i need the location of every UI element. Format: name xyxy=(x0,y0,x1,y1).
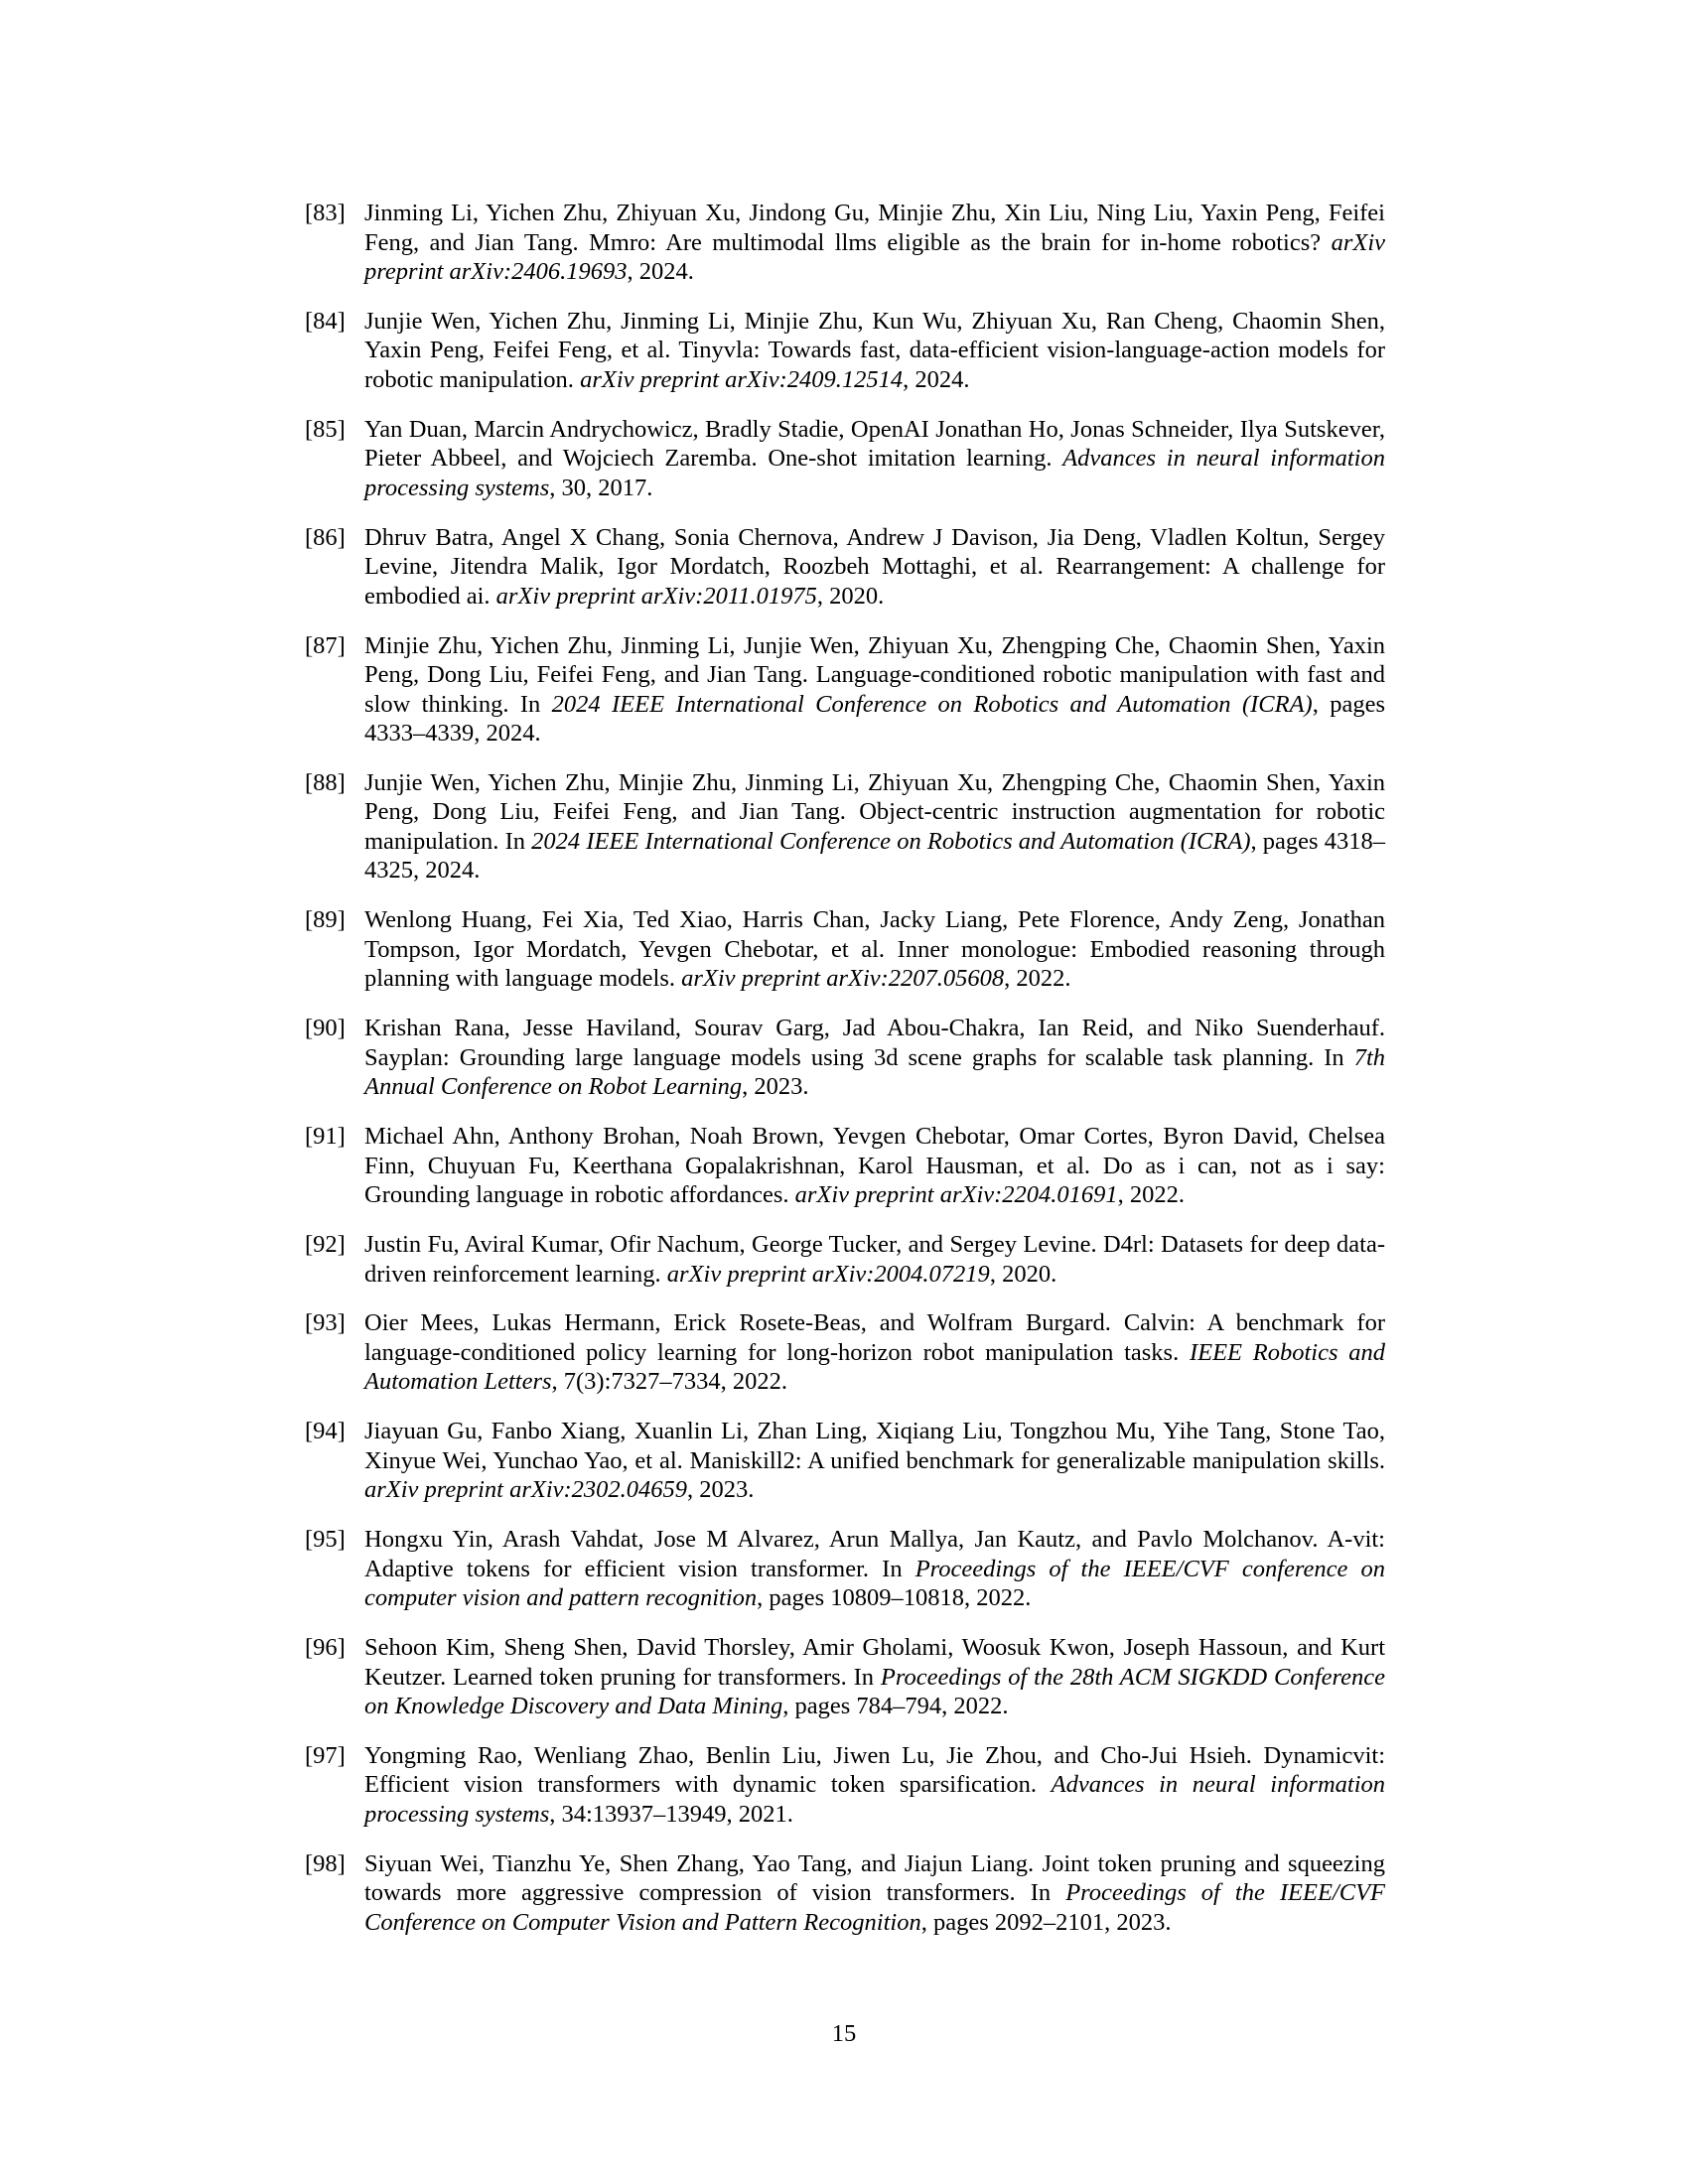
reference-item xyxy=(305,307,1385,395)
reference-segment: Michael Ahn, Anthony Brohan, Noah Brown, Yevgen Chebotar, Omar Cortes, Byron David, Chelsea Finn, Chuyuan Fu, Keerthana Gopalakrishnan, Karol Hausman, et al. Do as i can, not as i say: Grounding language in robotic affordances. xyxy=(364,1123,1385,1209)
reference-text xyxy=(364,1231,1385,1288)
reference-text xyxy=(364,1309,1385,1395)
reference-segment: Junjie Wen, Yichen Zhu, Jinming Li, Minjie Zhu, Kun Wu, Zhiyuan Xu, Ran Cheng, Chaomin Shen, Yaxin Peng, Feifei Feng, et al. Tinyvla: Towards fast, data-efficient vision-language-action models for robotic manipulation. xyxy=(364,307,1385,393)
reference-item xyxy=(305,1417,1385,1505)
reference-number: [85] xyxy=(305,415,346,443)
reference-segment: , 34:13937–13949, 2021. xyxy=(549,1800,793,1828)
reference-item xyxy=(305,1122,1385,1210)
reference-segment: , pages 2092–2101, 2023. xyxy=(920,1908,1172,1936)
reference-text xyxy=(364,308,1385,393)
reference-text xyxy=(364,200,1385,285)
reference-venue: Advances in neural information processing systems xyxy=(364,445,1385,501)
reference-item xyxy=(305,1230,1385,1289)
reference-text xyxy=(364,1123,1385,1208)
reference-number: [89] xyxy=(305,906,346,934)
reference-segment: Junjie Wen, Yichen Zhu, Minjie Zhu, Jinming Li, Zhiyuan Xu, Zhengping Che, Chaomin Shen, Yaxin Peng, Dong Liu, Feifei Feng, and Jian Tang. Object-centric instruction augmentation for robotic manipulation. In xyxy=(364,768,1385,855)
reference-segment: Yan Duan, Marcin Andrychowicz, Bradly Stadie, OpenAI Jonathan Ho, Jonas Schneider, Ilya Sutskever, Pieter Abbeel, and Wojciech Zaremba. One-shot imitation learning. xyxy=(364,415,1385,473)
reference-segment: , 2023. xyxy=(687,1476,755,1504)
reference-segment: Krishan Rana, Jesse Haviland, Sourav Garg, Jad Abou-Chakra, Ian Reid, and Niko Suenderhauf. Sayplan: Grounding large language models using 3d scene graphs for scalable task planning. In xyxy=(364,1015,1385,1071)
reference-segment: , 2023. xyxy=(742,1073,809,1101)
reference-number: [90] xyxy=(305,1015,346,1042)
reference-item xyxy=(305,1849,1385,1938)
reference-venue: 2024 IEEE International Conference on Robotics and Automation (ICRA) xyxy=(531,827,1251,855)
reference-number: [84] xyxy=(305,307,346,335)
reference-segment: , 2022. xyxy=(1117,1181,1186,1209)
reference-item xyxy=(305,415,1385,503)
reference-segment: Minjie Zhu, Yichen Zhu, Jinming Li, Junjie Wen, Zhiyuan Xu, Zhengping Che, Chaomin Shen, Yaxin Peng, Dong Liu, Feifei Feng, and Jian Tang. Language-conditioned robotic manipulation with fast and slow thinking. In xyxy=(364,631,1385,718)
reference-venue: Proceedings of the IEEE/CVF Conference on Computer Vision and Pattern Recognition xyxy=(364,1879,1386,1936)
reference-segment: , 2022. xyxy=(1004,965,1071,993)
page-number: 15 xyxy=(831,2020,857,2047)
reference-number: [91] xyxy=(305,1123,346,1151)
reference-venue: arXiv preprint arXiv:2207.05608 xyxy=(681,965,1005,993)
reference-segment: , pages 784–794, 2022. xyxy=(782,1693,1009,1720)
reference-venue: arXiv preprint arXiv:2011.01975 xyxy=(495,582,817,610)
reference-text xyxy=(364,1418,1385,1503)
reference-venue: 7th Annual Conference on Robot Learning xyxy=(364,1043,1385,1101)
reference-venue: Advances in neural information processing systems xyxy=(364,1771,1385,1828)
reference-item xyxy=(305,1633,1385,1721)
reference-venue: Proceedings of the IEEE/CVF conference on computer vision and pattern recognition xyxy=(364,1555,1385,1612)
reference-segment: , pages 10809–10818, 2022. xyxy=(757,1584,1032,1612)
reference-segment: Jinming Li, Yichen Zhu, Zhiyuan Xu, Jindong Gu, Minjie Zhu, Xin Liu, Ning Liu, Yaxin Peng, Feifei Feng, and Jian Tang. Mmro: Are multimodal llms eligible as the brain for in-home robotics? xyxy=(364,200,1385,256)
reference-segment: , 2020. xyxy=(989,1260,1057,1288)
references-list xyxy=(305,199,1385,1958)
reference-number: [83] xyxy=(305,200,346,226)
reference-venue: arXiv preprint arXiv:2406.19693 xyxy=(364,228,1385,285)
reference-item xyxy=(305,1741,1385,1830)
reference-text xyxy=(364,906,1385,992)
reference-venue: Proceedings of the 28th ACM SIGKDD Conference on Knowledge Discovery and Data Mining xyxy=(364,1663,1385,1720)
reference-segment: , 2024. xyxy=(903,365,970,393)
reference-venue: arXiv preprint arXiv:2302.04659 xyxy=(364,1476,688,1504)
reference-segment: Yongming Rao, Wenliang Zhao, Benlin Liu, Jiwen Lu, Jie Zhou, and Cho-Jui Hsieh. Dynamicvit: Efficient vision transformers with dynamic token sparsification. xyxy=(364,1741,1385,1799)
reference-text xyxy=(364,1015,1385,1100)
reference-segment: Sehoon Kim, Sheng Shen, David Thorsley, Amir Gholami, Woosuk Kwon, Joseph Hassoun, and Kurt Keutzer. Learned token pruning for transformers. In xyxy=(364,1634,1385,1691)
reference-text xyxy=(364,632,1385,748)
reference-text xyxy=(364,769,1385,885)
reference-item xyxy=(305,199,1385,287)
reference-text xyxy=(364,1634,1385,1719)
reference-number: [94] xyxy=(305,1418,346,1445)
reference-segment: Oier Mees, Lukas Hermann, Erick Rosete-Beas, and Wolfram Burgard. Calvin: A benchmark for language-conditioned policy learning for long-horizon robot manipulation tasks. xyxy=(364,1309,1385,1366)
reference-venue: arXiv preprint arXiv:2409.12514 xyxy=(580,365,904,393)
reference-number: [93] xyxy=(305,1309,346,1337)
reference-segment: , 30, 2017. xyxy=(549,474,653,501)
reference-item xyxy=(305,1525,1385,1613)
reference-segment: , 2024. xyxy=(627,258,694,285)
reference-text xyxy=(364,1742,1385,1828)
reference-item xyxy=(305,631,1385,749)
reference-segment: Dhruv Batra, Angel X Chang, Sonia Chernova, Andrew J Davison, Jia Deng, Vladlen Koltun, Sergey Levine, Jitendra Malik, Igor Mordatch, Roozbeh Mottaghi, et al. Rearrangement: A challenge for embodied ai. xyxy=(364,523,1385,610)
reference-text xyxy=(364,1850,1385,1936)
reference-number: [97] xyxy=(305,1741,346,1769)
reference-item xyxy=(305,905,1385,994)
reference-venue: arXiv preprint arXiv:2204.01691 xyxy=(794,1181,1118,1209)
reference-number: [86] xyxy=(305,523,346,551)
reference-segment: , pages 4333–4339, 2024. xyxy=(364,690,1385,748)
reference-venue: arXiv preprint arXiv:2004.07219 xyxy=(666,1260,990,1288)
reference-item xyxy=(305,768,1385,886)
reference-text xyxy=(364,1526,1385,1611)
reference-segment: , 7(3):7327–7334, 2022. xyxy=(551,1368,788,1396)
reference-item xyxy=(305,1308,1385,1397)
reference-number: [95] xyxy=(305,1526,346,1554)
reference-venue: IEEE Robotics and Automation Letters xyxy=(364,1338,1385,1396)
reference-segment: Hongxu Yin, Arash Vahdat, Jose M Alvarez, Arun Mallya, Jan Kautz, and Pavlo Molchanov. A-vit: Adaptive tokens for efficient vision transformer. In xyxy=(364,1526,1385,1582)
reference-number: [88] xyxy=(305,768,346,796)
reference-number: [98] xyxy=(305,1849,346,1877)
reference-venue: 2024 IEEE International Conference on Robotics and Automation (ICRA) xyxy=(551,690,1313,718)
reference-segment: Wenlong Huang, Fei Xia, Ted Xiao, Harris Chan, Jacky Liang, Pete Florence, Andy Zeng, Jonathan Tompson, Igor Mordatch, Yevgen Chebotar, et al. Inner monologue: Embodied reasoning through planning with language models. xyxy=(364,906,1385,993)
reference-text xyxy=(364,524,1385,610)
reference-item xyxy=(305,1014,1385,1102)
reference-text xyxy=(364,416,1385,501)
reference-segment: , pages 4318–4325, 2024. xyxy=(364,827,1385,885)
reference-segment: Jiayuan Gu, Fanbo Xiang, Xuanlin Li, Zhan Ling, Xiqiang Liu, Tongzhou Mu, Yihe Tang, Stone Tao, Xinyue Wei, Yunchao Yao, et al. Maniskill2: A unified benchmark for generalizable manipulation skills. xyxy=(364,1418,1385,1474)
reference-item xyxy=(305,523,1385,612)
reference-number: [92] xyxy=(305,1231,346,1259)
reference-number: [96] xyxy=(305,1634,346,1662)
reference-segment: Siyuan Wei, Tianzhu Ye, Shen Zhang, Yao Tang, and Jiajun Liang. Joint token pruning and squeezing towards more aggressive compression of vision transformers. In xyxy=(364,1849,1385,1907)
reference-number: [87] xyxy=(305,631,346,659)
reference-segment: , 2020. xyxy=(816,582,885,610)
reference-segment: Justin Fu, Aviral Kumar, Ofir Nachum, George Tucker, and Sergey Levine. D4rl: Datasets for deep data-driven reinforcement learning. xyxy=(364,1231,1385,1288)
